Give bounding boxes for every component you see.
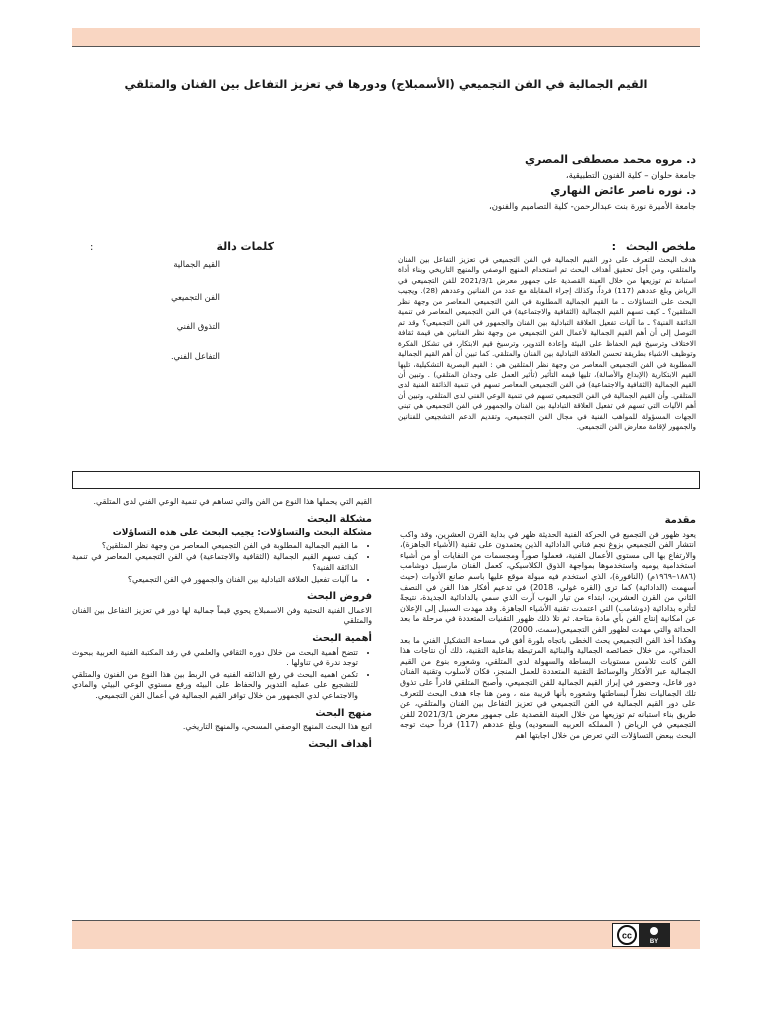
list-item: • ما آليات تفعيل العلاقة التبادلية بين الفنان والجمهور في الفن التجميعي؟ (72, 575, 358, 586)
list-item: • ما القيم الجمالية المطلوبة في الفن التجميعي المعاصر من وجهة نظر المتلقين؟ (72, 541, 358, 552)
importance-heading: أهمية البحث (312, 632, 372, 644)
by-text: BY (649, 939, 659, 945)
list-item: • تكمن اهميه البحث في رفع الذائقه الفنيه في الربط بين هذا النوع من الفنون والمتلقي للتشجيع على عمليه التدوير والحفاظ على البيئه ورفع مستوي الوعي البيئي والمادي والاجتماعي لدي الجمهور من خلال توافر القيم الجمالية في أعمال الفن التجميعي. (72, 670, 358, 702)
hypotheses-text: الاعمال الفنية النحتية وفن الاسمبلاج يحوي قيماً جمالية لها دور في تعزيز التفاعل بين الفنان والمتلقي (72, 605, 372, 626)
keyword-item: التذوق الفني (176, 321, 220, 331)
author-2 (76, 184, 696, 212)
continued-text: القيم التي يحملها هذا النوع من الفن والتي تساهم في تنمية الوعي الفني لدى المتلقي. (93, 497, 372, 506)
keywords-heading: كلمات دالة (216, 240, 274, 253)
goals-heading: أهداف البحث (308, 738, 372, 750)
intro-column (400, 516, 696, 741)
keyword-item: الفن التجميعي (171, 292, 220, 302)
abstract-heading: ملخص البحث: (611, 240, 696, 253)
cc-by-icon (613, 924, 669, 946)
method-text: اتبع هذا البحث المنهج الوصفي المسحي، والمنهج التاريخي. (182, 722, 372, 732)
section-divider-box (72, 471, 700, 489)
paper-title: القيم الجمالية في الفن التجميعي (الأسمبلاج) ودورها في تعزيز التفاعل بين الفنان والمتلقي (124, 77, 648, 91)
intro-heading: مقدمة (664, 515, 696, 526)
list-item: • تتضح أهمية البحث من خلال دوره الثقافي والعلمي في رفد المكتبة الفنية العربية ببحوث توجد ندرة في تناولها . (72, 648, 358, 669)
cc-text: cc (621, 930, 633, 941)
problem-heading: مشكلة البحث (307, 513, 372, 525)
intro-paragraph: وهكذا أخذ الفن التجميعي يحث الخطى باتجاه بلورة أفق في مساحة التشكيل الفني ما بعد الحداثي، من خلال خصائصه الجمالية والبنائية المرتبطة بفاعلية التقنية، ذلك أن نتاجات هذا الفن كانت تلامس مستويات البساطة والسهولة لدى المتلقي، وشعوره بنوع من القيم الجمالية عبر الأفكار والوسائط التقنية المتعددة للعمل المنجز، فكان لأسلوب وتقنية الفنان دور فاعل، وحضور في إبراز القيم الجمالية للفن التجميعي، وأصبح المتلقي قادراً على تذوق تلك الجماليات نظراً لبساطتها وشعوره بأنها قريبة منه ، ومن هنا جاء هدف البحث للتعرف على دور القيم الجمالية في الفن التجميعي في تعزيز التفاعل بين الفنان والمتلقي، عن طريق بناء استبانه تم توزيعها من خلال العينة القصدية على جمهور معرض 2021/3/1 للفن التجميعي في الرياض ( المملكه العربيه السعوديه) وبلغ عددهم (117) فرداً حيث توجه البحث ببعض التساؤلات التي تعرض من خلال اجابتها اهم (400, 635, 696, 740)
importance-list (72, 648, 372, 702)
problem-subheading: مشكلة البحث والتساؤلات: يجيب البحث على هذه التساؤلات (112, 528, 372, 539)
hypotheses-heading: فروض البحث (307, 591, 372, 603)
keyword-item: التفاعل الفني. (170, 351, 220, 361)
intro-paragraph: يعود ظهور فن التجميع في الحركة الفنية الحديثة ظهر في بداية القرن العشرين، وقد واكب انتشار الفن التجميعي بزوغ نجم فناني الدادائية الذين يعتمدون على تقنية (الأشياء الجاهزة)، والارتفاع بها الى مستوى الأعمال الفنية، فعملوا صوراً ومجسمات من النفايات أو من أشياء استخدامية يوميه واستخدموها بمواجهة الذوق الكلاسيكي، كعمل الفنان مارسيل دوشامب (١٨٨٦–١٩٦٩م) (النافورة)، الذي استخدم فيه مبولة موقع عليها باسم صانع الأدوات (حيث أسهمت (الدادائية) كما ترى (القره غولي، 2018) في تدعيم أفكار هذا الفن في النصف الثاني من القرن العشرين، ابتداء من تيار البوب آرت الذي سمي بالدادائية الجديدة، نتيجةً لتأثره بدادائية (دوشامب) التي اعتمدت تقنية الأشياء الجاهزة. وقد مهدت السبيل إلى الإعلان عن امكانية إنتاج الفن بأي مادة متاحة. ثم تلا ذلك ظهور التقنيات المتعددة في مرحلة ما بعد الحداثة والتي مهدت لظهور الفن التجميعي(سمث، 2000) (400, 529, 696, 634)
method-heading: منهج البحث (315, 707, 372, 719)
bottom-color-band (72, 920, 700, 949)
left-column (72, 497, 372, 753)
author-affiliation: جامعة الأميرة نورة بنت عبدالرحمن- كلية التصاميم والفنون، (488, 202, 696, 212)
author-1 (76, 153, 696, 181)
keywords-colon: : (90, 242, 94, 253)
top-color-band (72, 28, 700, 47)
keyword-item: القيم الجمالية (173, 259, 220, 269)
questions-list (72, 541, 372, 585)
abstract-text: هدف البحث للتعرف على دور القيم الجمالية في الفن التجميعي في تعزيز التفاعل بين الفنان والمتلقي، ومن أجل تحقيق أهداف البحث تم استخدام المنهج الوصفي والمنهج التاريخي وبناء أداة استبانة تم توزيعها من خلال العينة القصدية على جمهور معرض 2021/3/1 للفن التجميعي في الرياض وبلغ عددهم (117) فرداً، وكذلك إجراء المقابلة مع عدد من الفنانين وعددهم (28). ويجيب البحث على التساؤلات ـ ما القيم الجمالية المطلوبة في الفن التجميعي المعاصر من وجهة نظر المتلقين؟ ـ كيف تسهم القيم الجمالية (الثقافية والاجتماعية) في الفن التجميعي المعاصر في تنمية الذائقة الفنية؟ ـ ما آليات تفعيل العلاقة التبادلية بين الفنان والجمهور في الفن التجميعي؟ وقد تم التوصل إلى أن أهم القيم الجمالية لأعمال الفن التجميعي من وجهة نظر الفنانين هي قيمة ثقافة الاختلاف وترسيخ قيم الحفاظ على البيئة وإعادة التدوير، وترسيخ قيم الابتكار، في تشكل الفكرة وتوظيف الاشياء بطريقة تحسن العلاقة التبادلية بين الفنان والمتلقي. كما تبين أن أهم القيم الجمالية المطلوبة في الفن التجميعي المعاصر من وجهة نظر المتلقين هي : القيم البصرية التشكيلية، تليها القيم الابتكارية (الإبداع والأصالة)، تليها قيمه التأثير (تأثير العمل على وجدان المتلقي) . وتبين أن القيم الجمالية (الثقافية والاجتماعية) في الفن التجميعي المعاصر تسهم في تنمية الذائقة الفنية لدى المتلقي. وأن القيم الجمالية في الفن التجميعي تسهم في تنمية الوعي الفني لدى المتلقي، وتبين أن أهم الآليات التي تسهم في تفعيل العلاقة التبادلية بين الفنان والجمهور في الفن التجميعي هي تبني الجهات المسؤولة للمواهب الفنية في مجال الفن التجميعي، وتقديم الدعم التشجيعي للفنانين والجمهور لإقامة معارض الفن التجميعي. (398, 255, 696, 432)
author-name: د. نوره ناصر عائض النهاري (550, 184, 696, 197)
author-affiliation: جامعة حلوان – كلية الفنون التطبيقية، (565, 171, 696, 181)
list-item: • كيف تسهم القيم الجمالية (الثقافية والاجتماعية) في الفن التجميعي المعاصر في تنمية الذائقة الفنية؟ (72, 552, 358, 573)
cc-license-badge[interactable] (612, 923, 670, 947)
author-name: د. مروه محمد مصطفى المصري (524, 153, 696, 166)
